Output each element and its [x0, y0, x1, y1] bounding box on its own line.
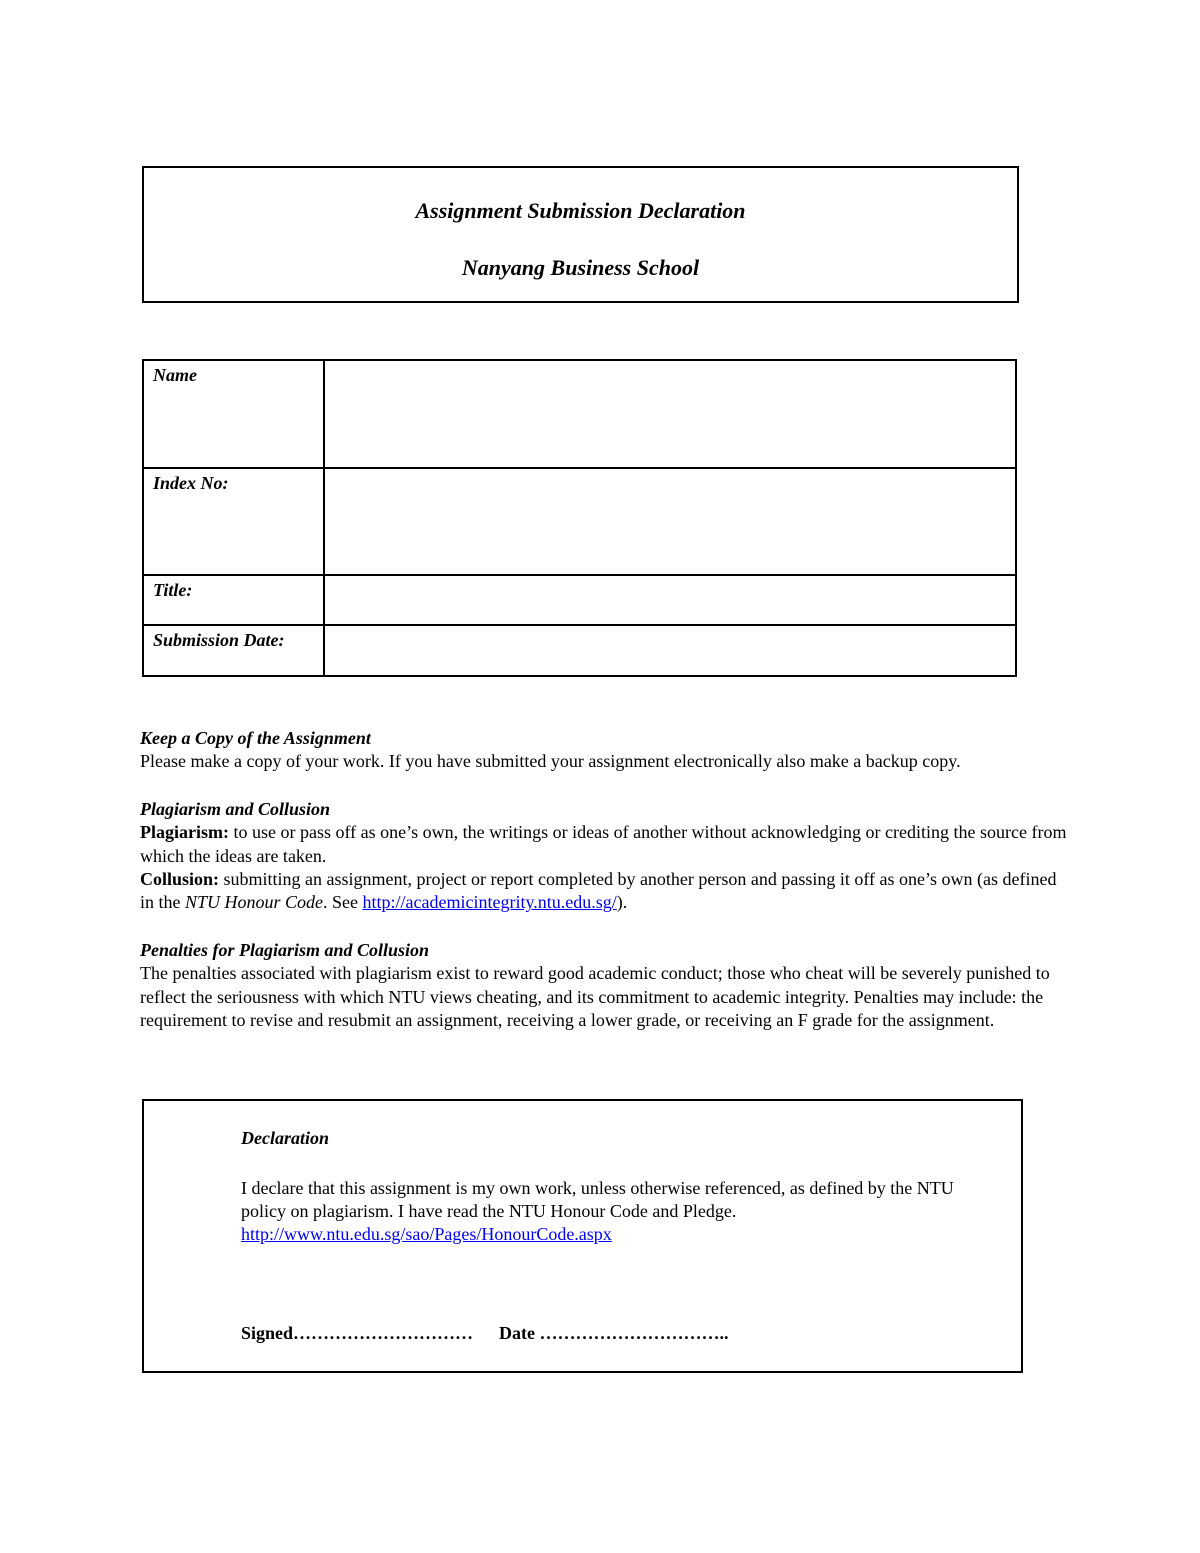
guidelines-section [140, 727, 1070, 1032]
name-field[interactable] [324, 360, 1016, 468]
declaration-box [142, 1099, 1023, 1373]
table-row [143, 625, 1016, 676]
student-details-table [142, 359, 1017, 677]
declaration-text: I declare that this assignment is my own work, unless otherwise referenced, as defined by the NTU policy on plagiarism. I have read the NTU Honour Code and Pledge. [241, 1178, 954, 1221]
submission-date-field[interactable] [324, 625, 1016, 676]
header-box [142, 166, 1019, 303]
name-label: Name [143, 360, 324, 468]
table-row [143, 468, 1016, 575]
closing-text: ). [616, 892, 628, 913]
collusion-term: Collusion: [140, 869, 220, 890]
see-text: . See [323, 892, 363, 913]
penalties-heading: Penalties for Plagiarism and Collusion [140, 939, 430, 960]
signed-field[interactable]: Signed………………………… [241, 1323, 474, 1343]
table-row [143, 360, 1016, 468]
honour-code-reference: NTU Honour Code [185, 892, 324, 913]
penalties-text: The penalties associated with plagiarism exist to reward good academic conduct; those who cheat will be severely punished to reflect the seriousness with which NTU views cheating, and its commitment to academic integrity. Penalties may include: the requirement to revise and resubmit an assignment, receiving a lower grade, or receiving an F grade for the assignment. [140, 963, 1050, 1031]
plagiarism-definition [140, 821, 1070, 868]
title-label: Title: [143, 575, 324, 625]
submission-date-label: Submission Date: [143, 625, 324, 676]
date-field[interactable]: Date ………………………….. [499, 1323, 729, 1343]
school-name: Nanyang Business School [461, 255, 700, 280]
honour-code-link[interactable]: http://www.ntu.edu.sg/sao/Pages/HonourCode.aspx [241, 1224, 612, 1244]
academic-integrity-link[interactable]: http://academicintegrity.ntu.edu.sg/ [362, 892, 617, 913]
keep-copy-heading: Keep a Copy of the Assignment [140, 728, 371, 748]
title-field[interactable] [324, 575, 1016, 625]
keep-copy-text: Please make a copy of your work. If you have submitted your assignment electronically also make a backup copy. [140, 751, 961, 772]
index-no-label: Index No: [143, 468, 324, 575]
table-row [143, 575, 1016, 625]
plagiarism-term: Plagiarism: [140, 822, 229, 843]
declaration-content [241, 1127, 961, 1246]
plagiarism-heading: Plagiarism and Collusion [140, 798, 331, 819]
collusion-definition [140, 868, 1070, 915]
declaration-heading: Declaration [241, 1128, 329, 1148]
plagiarism-definition-text: to use or pass off as one’s own, the writings or ideas of another without acknowledging or crediting the source from which the ideas are taken. [140, 822, 1067, 866]
collusion-definition-text: submitting an assignment, project or report completed by another person and passing it off as one’s own (as defined in the [140, 869, 1057, 913]
form-title: Assignment Submission Declaration [415, 198, 746, 223]
index-no-field[interactable] [324, 468, 1016, 575]
signature-line [241, 1323, 729, 1344]
